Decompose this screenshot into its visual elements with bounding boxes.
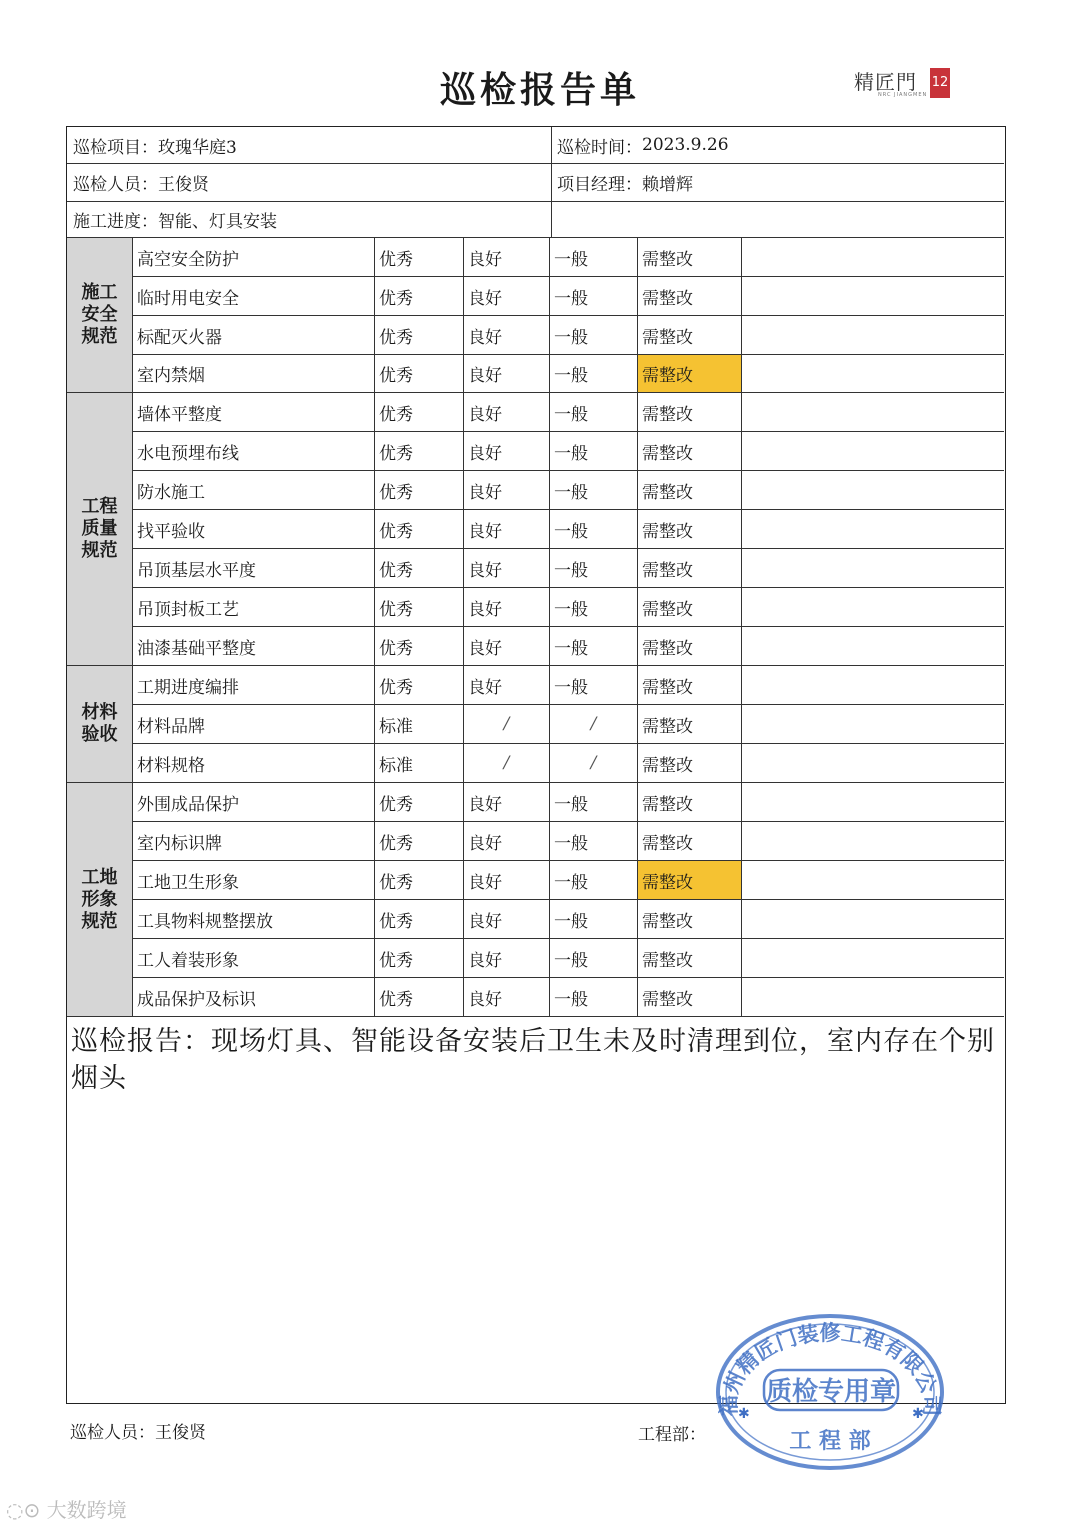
remarks-cell bbox=[742, 861, 1004, 899]
report-text bbox=[71, 1023, 1001, 1097]
remarks-cell bbox=[742, 783, 1004, 821]
item-name-cell: 工人着装形象 bbox=[133, 939, 375, 977]
project-value: 玫瑰华庭3 bbox=[158, 137, 237, 158]
watermark-logo-icon: ◌⊙ bbox=[6, 1498, 41, 1522]
table-row bbox=[133, 277, 1004, 316]
remarks-cell bbox=[742, 627, 1004, 665]
inspector-label: 巡检人员： bbox=[73, 175, 158, 195]
inspection-sheet bbox=[66, 126, 1006, 1404]
rating-needs-fix-cell: 需整改 bbox=[638, 355, 742, 392]
rating-average-cell: / bbox=[550, 705, 638, 743]
rating-excellent-cell: 优秀 bbox=[375, 393, 464, 431]
rating-excellent-cell: 优秀 bbox=[375, 588, 464, 626]
inspector-cell bbox=[67, 164, 551, 201]
rating-average-cell: 一般 bbox=[550, 978, 638, 1016]
project-label: 巡检项目： bbox=[73, 137, 158, 158]
rating-needs-fix-cell: 需整改 bbox=[638, 510, 742, 548]
logo-text: 精匠門 bbox=[854, 70, 917, 94]
rating-excellent-cell: 优秀 bbox=[375, 471, 464, 509]
table-row bbox=[133, 627, 1004, 666]
table-row bbox=[133, 900, 1004, 939]
section-category: 材料 验收 bbox=[67, 666, 133, 783]
rating-average-cell: 一般 bbox=[550, 277, 638, 315]
rating-excellent-cell: 优秀 bbox=[375, 238, 464, 276]
rating-needs-fix-cell: 需整改 bbox=[638, 939, 742, 977]
project-cell bbox=[67, 127, 551, 163]
item-name-cell: 墙体平整度 bbox=[133, 393, 375, 431]
report-body: 现场灯具、智能设备安装后卫生未及时清理到位，室内存在个别烟头 bbox=[71, 1026, 995, 1094]
remarks-cell bbox=[742, 588, 1004, 626]
time-value: 2023.9.26 bbox=[642, 135, 729, 155]
rating-good-cell: 良好 bbox=[464, 238, 550, 276]
rating-good-cell: / bbox=[464, 705, 550, 743]
table-row bbox=[133, 861, 1004, 900]
remarks-cell bbox=[742, 277, 1004, 315]
rating-needs-fix-cell: 需整改 bbox=[638, 588, 742, 626]
rating-average-cell: 一般 bbox=[550, 822, 638, 860]
rating-average-cell: 一般 bbox=[550, 588, 638, 626]
rating-average-cell: 一般 bbox=[550, 471, 638, 509]
header-row-project bbox=[67, 127, 1004, 164]
table-row bbox=[133, 666, 1004, 705]
header-row-people bbox=[67, 164, 1004, 202]
item-name-cell: 吊顶封板工艺 bbox=[133, 588, 375, 626]
rating-needs-fix-cell: 需整改 bbox=[638, 783, 742, 821]
section-category: 施工 安全 规范 bbox=[67, 238, 133, 393]
rating-good-cell: 良好 bbox=[464, 549, 550, 587]
rating-excellent-cell: 标准 bbox=[375, 744, 464, 782]
remarks-cell bbox=[742, 510, 1004, 548]
remarks-cell bbox=[742, 939, 1004, 977]
remarks-cell bbox=[742, 744, 1004, 782]
rating-excellent-cell: 优秀 bbox=[375, 978, 464, 1016]
rating-average-cell: 一般 bbox=[550, 861, 638, 899]
rating-average-cell: 一般 bbox=[550, 627, 638, 665]
item-name-cell: 吊顶基层水平度 bbox=[133, 549, 375, 587]
table-row bbox=[133, 822, 1004, 861]
remarks-cell bbox=[742, 705, 1004, 743]
remarks-cell bbox=[742, 822, 1004, 860]
table-row bbox=[133, 510, 1004, 549]
rating-average-cell: 一般 bbox=[550, 393, 638, 431]
watermark bbox=[6, 1494, 127, 1523]
item-name-cell: 工地卫生形象 bbox=[133, 861, 375, 899]
item-name-cell: 标配灭火器 bbox=[133, 316, 375, 354]
time-cell bbox=[551, 127, 1004, 163]
item-name-cell: 找平验收 bbox=[133, 510, 375, 548]
remarks-cell bbox=[742, 549, 1004, 587]
section-category: 工地 形象 规范 bbox=[67, 783, 133, 1017]
rating-good-cell: 良好 bbox=[464, 471, 550, 509]
item-name-cell: 水电预埋布线 bbox=[133, 432, 375, 470]
watermark-text: 大数跨境 bbox=[46, 1498, 127, 1522]
rating-excellent-cell: 优秀 bbox=[375, 355, 464, 392]
progress-cell bbox=[67, 202, 551, 237]
rating-needs-fix-cell: 需整改 bbox=[638, 316, 742, 354]
table-row bbox=[133, 471, 1004, 510]
item-name-cell: 室内标识牌 bbox=[133, 822, 375, 860]
rating-good-cell: 良好 bbox=[464, 277, 550, 315]
rating-good-cell: 良好 bbox=[464, 900, 550, 938]
item-name-cell: 成品保护及标识 bbox=[133, 978, 375, 1016]
rating-good-cell: 良好 bbox=[464, 432, 550, 470]
company-logo bbox=[854, 66, 954, 102]
stamp-bottom-text: 工 程 部 bbox=[789, 1429, 871, 1454]
rating-good-cell: 良好 bbox=[464, 588, 550, 626]
rating-needs-fix-cell: 需整改 bbox=[638, 666, 742, 704]
rating-average-cell: 一般 bbox=[550, 939, 638, 977]
manager-label: 项目经理： bbox=[557, 175, 642, 195]
rating-needs-fix-cell: 需整改 bbox=[638, 705, 742, 743]
rating-average-cell: 一般 bbox=[550, 549, 638, 587]
stamp-center-text: 质检专用章 bbox=[765, 1377, 897, 1407]
rating-good-cell: 良好 bbox=[464, 822, 550, 860]
rating-needs-fix-cell: 需整改 bbox=[638, 432, 742, 470]
remarks-cell bbox=[742, 900, 1004, 938]
quality-stamp bbox=[712, 1310, 948, 1472]
rating-average-cell: 一般 bbox=[550, 238, 638, 276]
rating-good-cell: 良好 bbox=[464, 939, 550, 977]
rating-good-cell: 良好 bbox=[464, 861, 550, 899]
rating-average-cell: 一般 bbox=[550, 900, 638, 938]
footer-dept: 工程部： bbox=[638, 1425, 706, 1445]
rating-excellent-cell: 优秀 bbox=[375, 316, 464, 354]
rating-good-cell: / bbox=[464, 744, 550, 782]
table-row bbox=[133, 393, 1004, 432]
table-row bbox=[133, 705, 1004, 744]
rating-good-cell: 良好 bbox=[464, 355, 550, 392]
rating-average-cell: 一般 bbox=[550, 666, 638, 704]
remarks-cell bbox=[742, 393, 1004, 431]
rating-needs-fix-cell: 需整改 bbox=[638, 822, 742, 860]
item-name-cell: 防水施工 bbox=[133, 471, 375, 509]
progress-value: 智能、灯具安装 bbox=[158, 212, 277, 232]
rating-excellent-cell: 优秀 bbox=[375, 861, 464, 899]
item-name-cell: 外围成品保护 bbox=[133, 783, 375, 821]
rating-excellent-cell: 优秀 bbox=[375, 277, 464, 315]
rating-excellent-cell: 优秀 bbox=[375, 549, 464, 587]
item-name-cell: 室内禁烟 bbox=[133, 355, 375, 392]
rating-needs-fix-cell: 需整改 bbox=[638, 861, 742, 899]
report-label: 巡检报告： bbox=[71, 1026, 211, 1057]
remarks-cell bbox=[742, 316, 1004, 354]
remarks-cell bbox=[742, 355, 1004, 392]
rating-excellent-cell: 优秀 bbox=[375, 822, 464, 860]
time-label: 巡检时间： bbox=[557, 137, 642, 158]
item-name-cell: 高空安全防护 bbox=[133, 238, 375, 276]
rating-excellent-cell: 优秀 bbox=[375, 510, 464, 548]
rating-excellent-cell: 优秀 bbox=[375, 627, 464, 665]
stamp-star-right-icon: ✱ bbox=[912, 1406, 924, 1422]
item-name-cell: 材料规格 bbox=[133, 744, 375, 782]
rating-needs-fix-cell: 需整改 bbox=[638, 238, 742, 276]
rating-needs-fix-cell: 需整改 bbox=[638, 471, 742, 509]
remarks-cell bbox=[742, 471, 1004, 509]
rating-good-cell: 良好 bbox=[464, 393, 550, 431]
rating-needs-fix-cell: 需整改 bbox=[638, 978, 742, 1016]
rating-good-cell: 良好 bbox=[464, 510, 550, 548]
rating-excellent-cell: 优秀 bbox=[375, 783, 464, 821]
inspector-value: 王俊贤 bbox=[158, 175, 209, 195]
stamp-outer-text: 福州精匠门装修工程有限公司 bbox=[716, 1321, 944, 1417]
rating-needs-fix-cell: 需整改 bbox=[638, 277, 742, 315]
rating-excellent-cell: 标准 bbox=[375, 705, 464, 743]
table-row bbox=[133, 783, 1004, 822]
document-title: 巡检报告单 bbox=[439, 70, 640, 111]
item-name-cell: 材料品牌 bbox=[133, 705, 375, 743]
header-row-progress bbox=[67, 202, 1004, 238]
rating-average-cell: / bbox=[550, 744, 638, 782]
table-row bbox=[133, 588, 1004, 627]
item-name-cell: 工期进度编排 bbox=[133, 666, 375, 704]
section-category: 工程 质量 规范 bbox=[67, 393, 133, 666]
table-row bbox=[133, 939, 1004, 978]
table-row bbox=[133, 316, 1004, 355]
rating-average-cell: 一般 bbox=[550, 432, 638, 470]
rating-needs-fix-cell: 需整改 bbox=[638, 627, 742, 665]
footer-inspector: 巡检人员：王俊贤 bbox=[70, 1423, 206, 1443]
table-row bbox=[133, 432, 1004, 471]
progress-label: 施工进度： bbox=[73, 212, 158, 232]
table-row bbox=[133, 355, 1004, 393]
remarks-cell bbox=[742, 666, 1004, 704]
item-name-cell: 油漆基础平整度 bbox=[133, 627, 375, 665]
rating-excellent-cell: 优秀 bbox=[375, 432, 464, 470]
rating-excellent-cell: 优秀 bbox=[375, 666, 464, 704]
manager-value: 赖增辉 bbox=[642, 175, 693, 195]
stamp-star-left-icon: ✱ bbox=[738, 1406, 750, 1422]
rating-excellent-cell: 优秀 bbox=[375, 900, 464, 938]
rating-average-cell: 一般 bbox=[550, 355, 638, 392]
rating-needs-fix-cell: 需整改 bbox=[638, 744, 742, 782]
remarks-cell bbox=[742, 432, 1004, 470]
remarks-cell bbox=[742, 978, 1004, 1016]
rating-excellent-cell: 优秀 bbox=[375, 939, 464, 977]
rating-good-cell: 良好 bbox=[464, 783, 550, 821]
rating-good-cell: 良好 bbox=[464, 316, 550, 354]
rating-average-cell: 一般 bbox=[550, 510, 638, 548]
manager-cell bbox=[551, 164, 1004, 201]
item-name-cell: 临时用电安全 bbox=[133, 277, 375, 315]
rating-average-cell: 一般 bbox=[550, 783, 638, 821]
rating-good-cell: 良好 bbox=[464, 978, 550, 1016]
rating-needs-fix-cell: 需整改 bbox=[638, 393, 742, 431]
item-name-cell: 工具物料规整摆放 bbox=[133, 900, 375, 938]
table-row bbox=[133, 978, 1004, 1017]
logo-subtext: NRC JIANGMEN bbox=[878, 92, 928, 98]
rating-good-cell: 良好 bbox=[464, 627, 550, 665]
rating-needs-fix-cell: 需整改 bbox=[638, 549, 742, 587]
table-row bbox=[133, 744, 1004, 783]
rating-needs-fix-cell: 需整改 bbox=[638, 900, 742, 938]
remarks-cell bbox=[742, 238, 1004, 276]
rating-good-cell: 良好 bbox=[464, 666, 550, 704]
table-row bbox=[133, 238, 1004, 277]
logo-badge: 12 bbox=[930, 68, 950, 98]
rating-average-cell: 一般 bbox=[550, 316, 638, 354]
table-row bbox=[133, 549, 1004, 588]
